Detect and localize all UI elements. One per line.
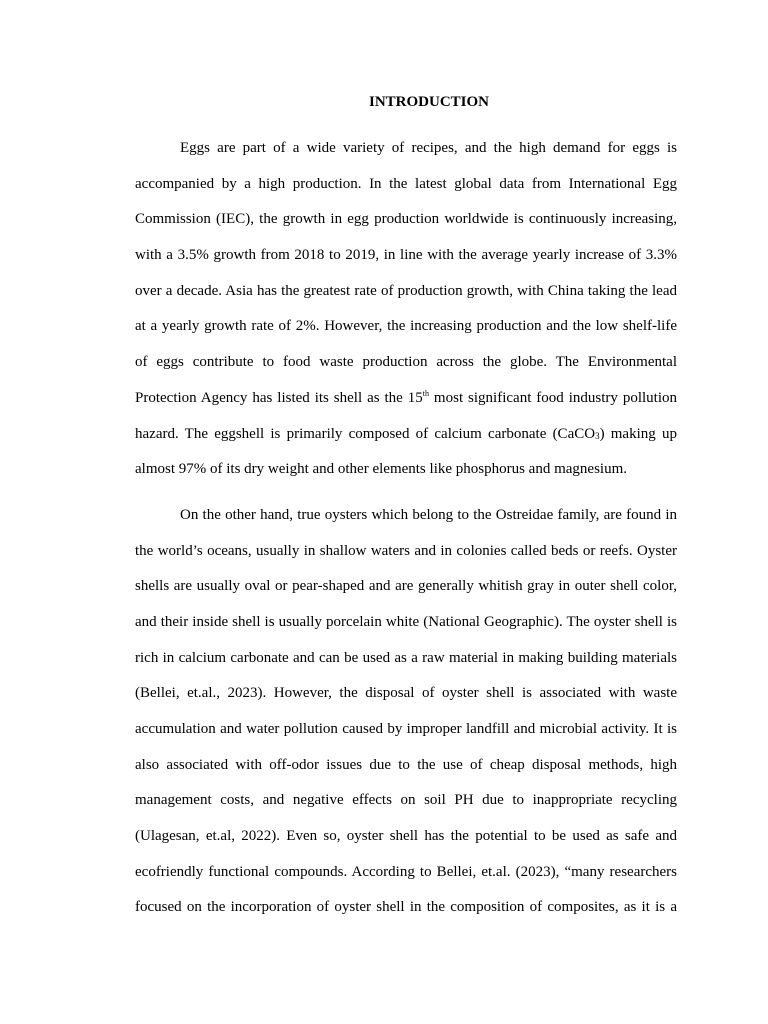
paragraph-line: focused on the incorporation of oyster shell in the composition of composites, as it is a [135, 899, 677, 915]
paragraph-line: also associated with off-odor issues due to the use of cheap disposal methods, high [135, 757, 677, 773]
line-text: most significant food industry pollution [429, 390, 677, 406]
paragraph-line: almost 97% of its dry weight and other elements like phosphorus and magnesium. [135, 461, 627, 477]
paragraph-line: (Ulagesan, et.al, 2022). Even so, oyster shell has the potential to be used as safe and [135, 828, 677, 844]
paragraph-line: over a decade. Asia has the greatest rate of production growth, with China taking the lead [135, 283, 677, 299]
section-heading: INTRODUCTION [368, 94, 489, 110]
line-text: Protection Agency has listed its shell as the 15 [135, 390, 423, 406]
paragraph-line [135, 424, 677, 444]
paragraph-line: (Bellei, et.al., 2023). However, the disposal of oyster shell is associated with waste [135, 685, 677, 701]
paragraph-line: the world’s oceans, usually in shallow waters and in colonies called beds or reefs. Oyster [135, 543, 677, 559]
line-text: ) making up [599, 426, 677, 442]
paragraph-line: Commission (IEC), the growth in egg production worldwide is continuously increasing, [135, 211, 677, 227]
paragraph-line: shells are usually oval or pear-shaped and are generally whitish gray in outer shell color, [135, 578, 677, 594]
paragraph-line: On the other hand, true oysters which belong to the Ostreidae family, are found in [180, 507, 677, 523]
paragraph-line: at a yearly growth rate of 2%. However, the increasing production and the low shelf-life [135, 318, 677, 334]
paragraph-line: and their inside shell is usually porcelain white (National Geographic). The oyster shell is [135, 614, 677, 630]
paragraph-line: with a 3.5% growth from 2018 to 2019, in line with the average yearly increase of 3.3% [135, 247, 677, 263]
paragraph-line: of eggs contribute to food waste production across the globe. The Environmental [135, 354, 677, 370]
paragraph-line: accumulation and water pollution caused by improper landfill and microbial activity. It is [135, 721, 677, 737]
paragraph-line: ecofriendly functional compounds. According to Bellei, et.al. (2023), “many researchers [135, 864, 677, 880]
paragraph-line: rich in calcium carbonate and can be used as a raw material in making building materials [135, 650, 677, 666]
line-text: hazard. The eggshell is primarily composed of calcium carbonate (CaCO [135, 426, 596, 442]
paragraph-line: accompanied by a high production. In the latest global data from International Egg [135, 176, 677, 192]
paragraph-line: management costs, and negative effects on soil PH due to inappropriate recycling [135, 792, 677, 808]
paragraph-line: Eggs are part of a wide variety of recipes, and the high demand for eggs is [180, 140, 677, 156]
ordinal-superscript: th [422, 389, 429, 398]
paragraph-line [135, 388, 677, 408]
chemical-subscript: 3 [595, 431, 600, 441]
